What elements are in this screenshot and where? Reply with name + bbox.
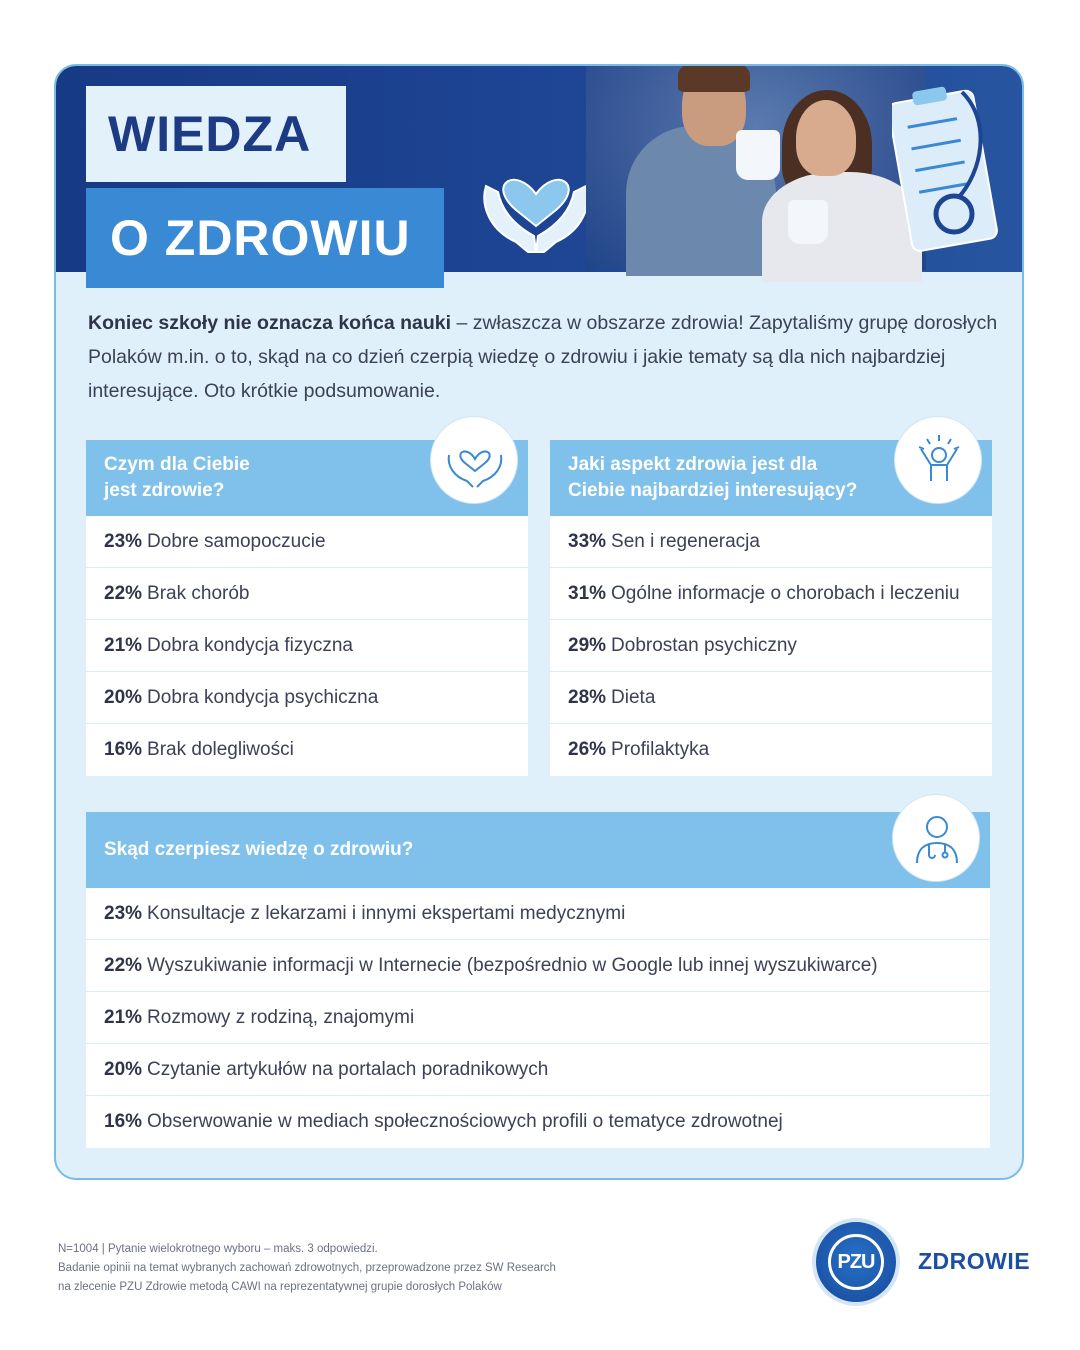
infographic-card: [54, 64, 1024, 1180]
panel-title-line2: Ciebie najbardziej interesujący?: [568, 480, 858, 501]
list-item: 29% Dobrostan psychiczny: [550, 620, 992, 672]
list-item: 22% Brak chorób: [86, 568, 528, 620]
mug: [788, 200, 828, 244]
intro-rest: – zwłaszcza w obszarze zdrowia! Zapytaliśmy grupę dorosłych Polaków m.in. o to, skąd na co dzień czerpią wiedzę o zdrowiu i jakie tematy są dla nich najbardziej interesujące. Oto krótkie podsumowanie.: [88, 312, 998, 402]
list-item: 16% Brak dolegliwości: [86, 724, 528, 776]
list-item: 23% Konsultacje z lekarzami i innymi ekspertami medycznymi: [86, 888, 990, 940]
footer-note: [58, 1240, 658, 1297]
couple-photo: [586, 64, 926, 270]
list-item: 22% Wyszukiwanie informacji w Internecie (bezpośrednio w Google lub innej wyszukiwarce): [86, 940, 990, 992]
panel-title-line1: Jaki aspekt zdrowia jest dla: [568, 454, 818, 475]
list-item: 20% Czytanie artykułów na portalach poradnikowych: [86, 1044, 990, 1096]
footer-line: Badanie opinii na temat wybranych zachowań zdrowotnych, przeprowadzone przez SW Research: [58, 1262, 556, 1274]
list-item: 26% Profilaktyka: [550, 724, 992, 776]
list-item: 33% Sen i regeneracja: [550, 516, 992, 568]
doctor-icon: [892, 794, 980, 882]
heart-hands-illustration: [476, 146, 596, 256]
list-item: 16% Obserwowanie w mediach społecznościowych profili o tematyce zdrowotnej: [86, 1096, 990, 1148]
intro-bold: Koniec szkoły nie oznacza końca nauki: [88, 312, 452, 334]
list-item: 21% Rozmowy z rodziną, znajomymi: [86, 992, 990, 1044]
panel-title-line1: Skąd czerpiesz wiedzę o zdrowiu?: [104, 839, 414, 860]
list-item: 23% Dobre samopoczucie: [86, 516, 528, 568]
panel-title-line1: Czym dla Ciebie: [104, 454, 250, 475]
pzu-logo: [812, 1218, 900, 1306]
logo-text: ZDROWIE: [918, 1248, 1031, 1274]
pzu-logo-mark: PZU: [828, 1234, 884, 1290]
panel-interesting-aspect: [550, 440, 992, 776]
panel-title-line2: jest zdrowie?: [104, 480, 225, 501]
footer-line: na zlecenie PZU Zdrowie metodą CAWI na reprezentatywnej grupie dorosłych Polaków: [58, 1281, 502, 1293]
panel-what-is-health: [86, 440, 528, 776]
intro-text: [88, 306, 998, 408]
clipboard-stethoscope-illustration: [892, 82, 1002, 262]
heart-hands-icon: [430, 416, 518, 504]
list-item: 21% Dobra kondycja fizyczna: [86, 620, 528, 672]
panel-header: [86, 440, 528, 516]
panel-knowledge-source: [86, 812, 990, 1148]
title-o-zdrowiu: O ZDROWIU: [86, 188, 444, 288]
panel-header: [550, 440, 992, 516]
title-wiedza: WIEDZA: [86, 86, 346, 182]
list-item: 31% Ogólne informacje o chorobach i leczeniu: [550, 568, 992, 620]
mug: [736, 130, 780, 180]
panel-header: [86, 812, 990, 888]
list-item: 20% Dobra kondycja psychiczna: [86, 672, 528, 724]
footer-line: N=1004 | Pytanie wielokrotnego wyboru – maks. 3 odpowiedzi.: [58, 1243, 378, 1255]
list-item: 28% Dieta: [550, 672, 992, 724]
hero-banner: [56, 66, 1024, 272]
happy-person-icon: [894, 416, 982, 504]
